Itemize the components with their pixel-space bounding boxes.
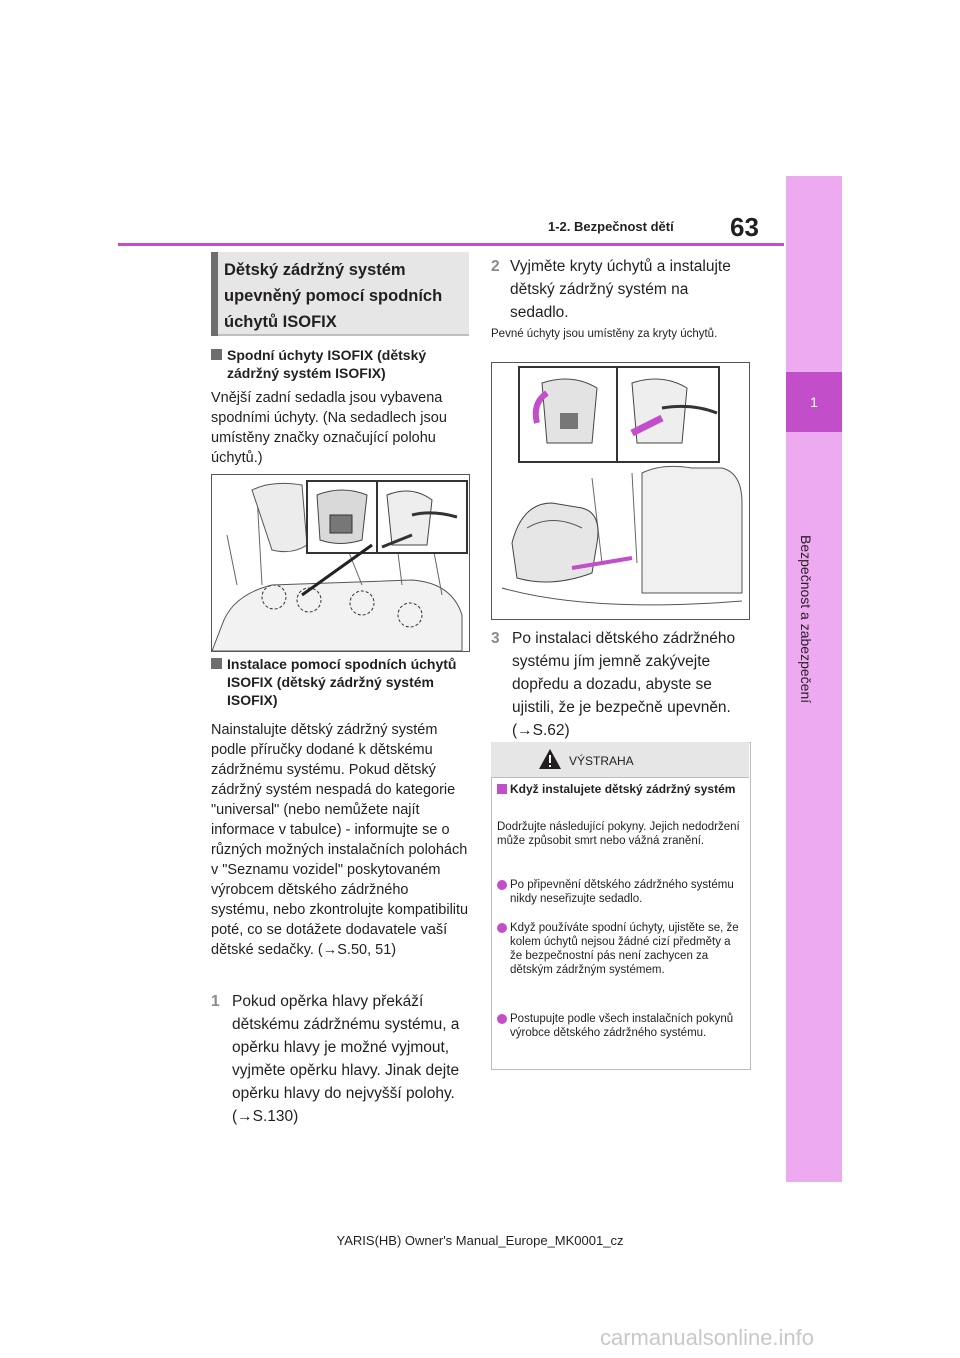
bullet-dot-icon xyxy=(497,880,507,890)
paragraph-installation: Nainstalujte dětský zádržný systém podle příručky dodané k dětskému zádržnému systému. Pokud dětský zádržný systém nespadá do kategorie "universal" (nebo nemůžete najít informace v tabulce) - informujte se o různých možných instalačních polohách v "Seznamu vozidel" poskytovaném výrobcem dětského zádržného systému, nebo zkontrolujte kompatibilitu poté, co se dotážete dodavatele vaší dětské sedačky. (→S.50, 51) xyxy=(211,722,469,958)
warning-bullet xyxy=(497,921,743,977)
paragraph-anchors: Vnější zadní sedadla jsou vybavena spodními úchyty. (Na sedadlech jsou umístěny značky označující polohu úchytů.) xyxy=(211,390,447,466)
chapter-sidebar xyxy=(786,176,842,1182)
figure-child-seat-installation xyxy=(491,362,750,620)
subheading-text: Instalace pomocí spodních úchytů ISOFIX (dětský zádržný systém ISOFIX) xyxy=(227,656,457,708)
warning-bullet xyxy=(497,878,743,906)
step-number: 3 xyxy=(491,630,500,647)
square-bullet-icon xyxy=(211,658,222,669)
topic-title: Dětský zádržný systém upevněný pomocí spodních úchytů ISOFIX xyxy=(224,261,443,331)
bullet-dot-icon xyxy=(497,1014,507,1024)
child-seat-illustration xyxy=(492,363,749,619)
step-number: 1 xyxy=(211,993,220,1010)
chapter-title: Bezpečnost a zabezpečení xyxy=(798,535,814,704)
subheading-text: Spodní úchyty ISOFIX (dětský zádržný systém ISOFIX) xyxy=(227,347,427,381)
figure-isofix-anchors xyxy=(211,474,470,652)
header-rule xyxy=(118,243,784,246)
step-number: 2 xyxy=(491,258,500,275)
warning-bullet-text: Po připevnění dětského zádržného systému nikdy neseřizujte sedadlo. xyxy=(510,879,734,905)
subheading-isofix-anchors xyxy=(211,346,469,382)
section-title: 1-2. Bezpečnost dětí xyxy=(548,219,674,234)
seat-anchor-illustration xyxy=(212,475,469,651)
warning-bullet-text: Postupujte podle všech instalačních pokynů výrobce dětského zádržného systému. xyxy=(510,1013,734,1039)
page-footer: YARIS(HB) Owner's Manual_Europe_MK0001_cz xyxy=(336,1233,624,1248)
step-text: Po instalaci dětského zádržného systému jím jemně zakývejte dopředu a dozadu, abyste se ujistili, že je bezpečně upevněn. (→S.62) xyxy=(512,630,736,739)
step-text: Pokud opěrka hlavy překáží dětskému zádržnému systému, a opěrku hlavy je možné vyjmout, vyjměte opěrku hlavy. Jinak dejte opěrku hlavy do nejvyšší polohy. (→S.130) xyxy=(232,993,460,1125)
step-3 xyxy=(491,627,749,742)
caption-anchor-covers: Pevné úchyty jsou umístěny za kryty úchytů. xyxy=(491,328,718,340)
bullet-dot-icon xyxy=(497,923,507,933)
chapter-number: 1 xyxy=(810,394,818,410)
warning-bullet xyxy=(497,1012,743,1040)
warning-triangle-icon xyxy=(538,748,562,770)
subheading-installation xyxy=(211,655,469,709)
warning-bullet-text: Když používáte spodní úchyty, ujistěte se, že kolem úchytů nejsou žádné cizí předměty a že bezpečnostní pás není zachycen za dětským zádržným systémem. xyxy=(510,922,739,976)
square-bullet-icon xyxy=(211,349,222,360)
topic-title-bar xyxy=(211,252,218,336)
square-bullet-icon xyxy=(497,784,507,794)
page-number: 63 xyxy=(730,212,759,242)
step-text: Vyjměte kryty úchytů a instalujte dětský zádržný systém na sedadlo. xyxy=(510,258,731,321)
warning-intro: Dodržujte následující pokyny. Jejich nedodržení může způsobit smrt nebo vážná zranění. xyxy=(497,821,740,847)
watermark: carmanualsonline.info xyxy=(600,1325,815,1350)
warning-title: VÝSTRAHA xyxy=(569,754,634,768)
warning-subheading-text: Když instalujete dětský zádržný systém xyxy=(510,782,736,796)
step-2 xyxy=(491,255,749,324)
warning-subheading xyxy=(497,782,743,797)
step-1 xyxy=(211,990,469,1128)
